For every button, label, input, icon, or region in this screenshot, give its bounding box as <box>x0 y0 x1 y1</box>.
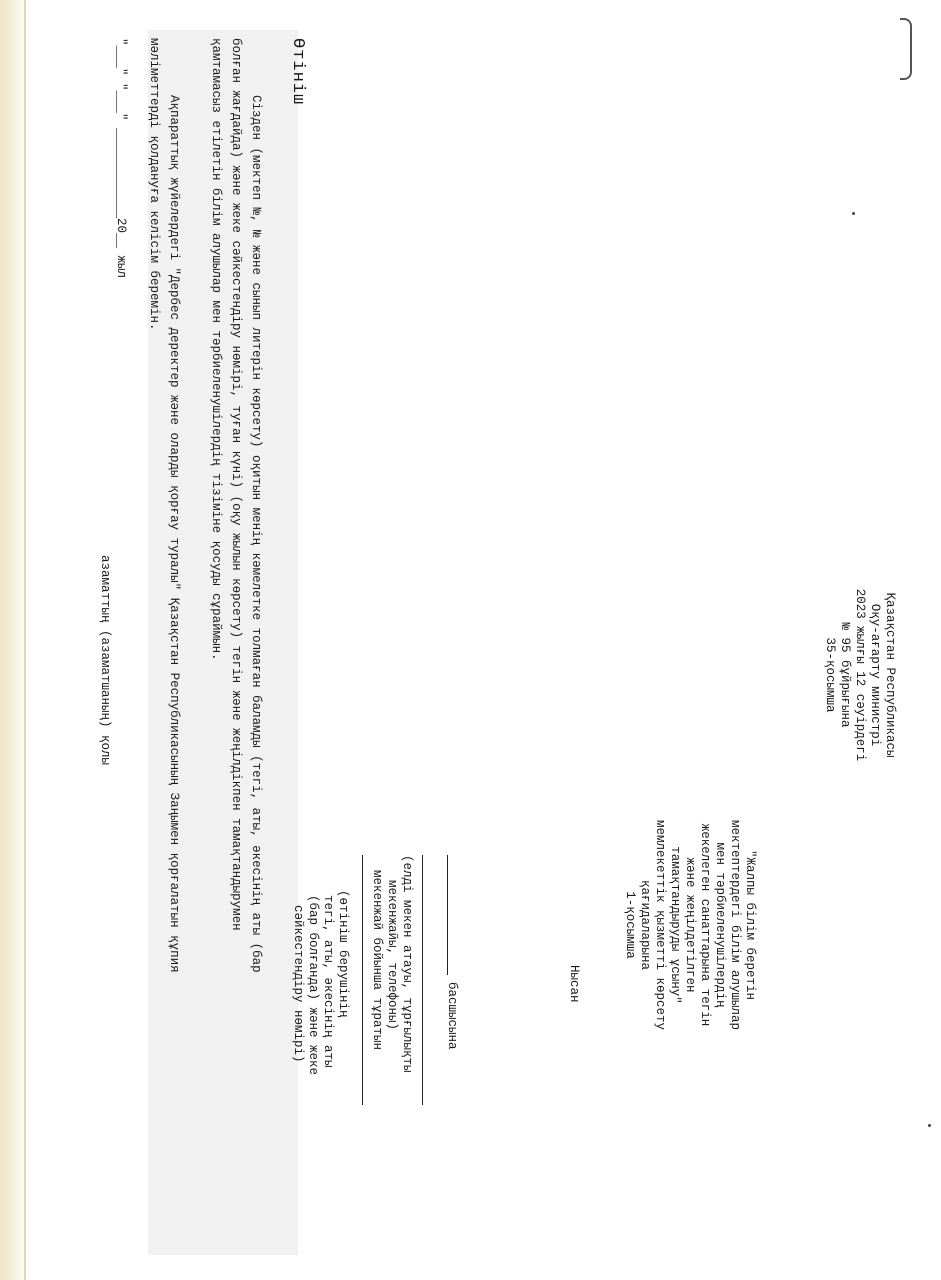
signature-label: азаматтың (азаматшаның) қолы <box>98 555 112 766</box>
appendix-line: және жеңілдетілген <box>683 857 697 993</box>
form-label: Нысан <box>567 965 581 1003</box>
request-paragraph-line: қамтамасыз етілетін білім алушылар мен тәрбиеленушілердің тізіміне қосуды сұраймын. <box>209 38 223 661</box>
appendix-line: "Жалпы білім беретін <box>743 849 757 1001</box>
header-line: № 95 бұйрығына <box>838 622 852 728</box>
order-header <box>822 560 897 790</box>
header-line: 2023 жылғы 12 сәуірдегі <box>853 588 867 762</box>
locality-note: (елді мекен атауы, тұрғылықты <box>400 855 414 1073</box>
recipient-suffix: басшысына <box>445 982 459 1050</box>
locality-note: мекенжайы, телефоны) <box>385 880 399 1031</box>
consent-paragraph-line: Ақпараттық жүйелердегі "Дербес деректер және оларды қорғау туралы" Қазақстан Республикасының Заңымен қорғалатын құпия <box>167 95 181 973</box>
recipient-blank-line <box>447 855 448 975</box>
appendix-line: жекелеген санаттарына тегін <box>698 823 712 1027</box>
consent-paragraph-line: мәліметтерді қолдануға келісім беремін. <box>147 38 161 331</box>
date-line: "___" "___" ____________20__ жыл <box>114 38 128 279</box>
locality-blank-line <box>422 855 423 1105</box>
appendix-line: қағидаларына <box>638 879 652 970</box>
rules-appendix-block <box>622 760 757 1090</box>
header-line: Қазақстан Республикасы <box>883 592 897 758</box>
document-title: Өтініш <box>288 38 307 106</box>
appendix-line: тамақтандыруды ұсыну" <box>668 846 682 1004</box>
applicant-blank-line <box>362 855 363 1105</box>
appendix-line: мектептердегі білім алушылар <box>728 819 742 1031</box>
applicant-note: (бар болғанда) және жеке <box>306 895 320 1076</box>
request-paragraph-line: Сізден (мектеп №, № және сынып литерін көрсету) оқитын менің кәмелетке толмаған баламды (тегі, аты, әкесінің аты (бар <box>249 95 263 973</box>
appendix-line: мемлекеттік қызметті көрсету <box>653 819 667 1031</box>
applicant-note: сәйкестендіру нөмірі) <box>291 905 305 1063</box>
header-line: Оқу-ағарту министрі <box>868 603 882 747</box>
appendix-line: мен тәрбиеленушілердің <box>713 842 727 1008</box>
request-paragraph-line: болған жағдайда) және жеке сәйкестендіру нөмірі, туған күні) (оқу жылын көрсету) тегін және жеңілдікпен тамақтандырумен <box>229 38 243 931</box>
appendix-line: 1-қосымша <box>623 891 637 959</box>
header-line: 35-қосымша <box>823 637 837 713</box>
applicant-note: (өтініш берушінің <box>336 890 350 1018</box>
applicant-note: тегі, аты, әкесінің аты <box>321 895 335 1068</box>
residence-label: мекенжай бойынша тұратын <box>370 870 384 1051</box>
